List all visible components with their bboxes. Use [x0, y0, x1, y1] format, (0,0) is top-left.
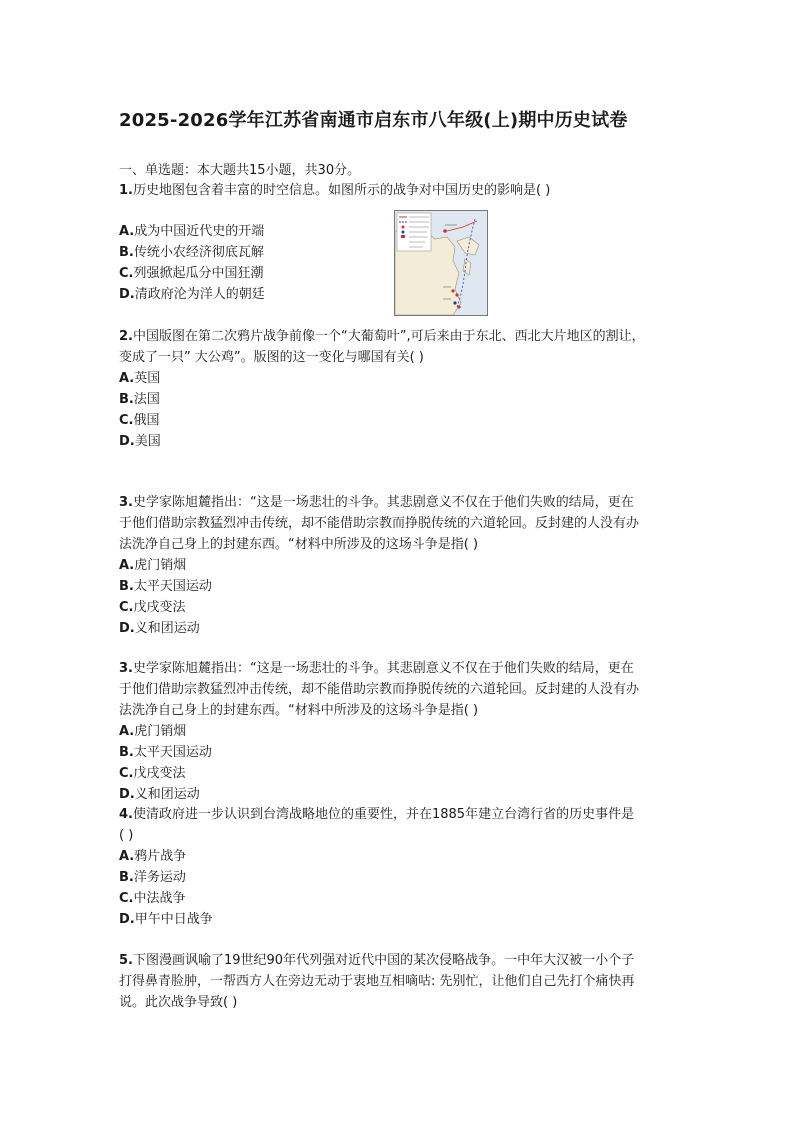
- answer-option[interactable]: [119, 785, 200, 805]
- question-stem-line: [119, 805, 679, 825]
- question-stem-line: [119, 826, 679, 846]
- option-letter: B.: [119, 745, 134, 760]
- answer-option[interactable]: [119, 222, 264, 242]
- option-text: 鸦片战争: [134, 849, 187, 864]
- question-stem-text: 史学家陈旭麓指出：“这是一场悲壮的斗争。其悲剧意义不仅在于他们失败的结局，更在: [132, 661, 634, 676]
- question-stem-text: 中国版图在第二次鸦片战争前像一个“大葡萄叶”,可后来由于东北、西北大片地区的割让，: [132, 329, 645, 344]
- answer-option[interactable]: [119, 577, 212, 597]
- option-text: 甲午中日战争: [134, 912, 213, 927]
- question-stem-text: 法洗净自己身上的封建东西。“材料中所涉及的这场斗争是指( ): [119, 703, 479, 718]
- option-text: 清政府沦为洋人的朝廷: [134, 287, 265, 302]
- option-letter: A.: [119, 849, 135, 864]
- answer-option[interactable]: [119, 432, 161, 452]
- option-text: 戊戌变法: [133, 600, 186, 615]
- question-stem-text: 史学家陈旭麓指出：“这是一场悲壮的斗争。其悲剧意义不仅在于他们失败的结局，更在: [132, 495, 634, 510]
- option-text: 中法战争: [133, 891, 186, 906]
- option-text: 法国: [133, 392, 160, 407]
- option-text: 成为中国近代史的开端: [134, 224, 265, 239]
- option-letter: B.: [119, 245, 134, 260]
- answer-option[interactable]: [119, 243, 264, 263]
- option-text: 虎门销烟: [134, 724, 187, 739]
- question-stem-line: [119, 514, 679, 534]
- question-stem-text: 于他们借助宗教猛烈冲击传统，却不能借助宗教而挣脱传统的六道轮回。反封建的人没有办: [119, 682, 640, 697]
- section-heading: 一、单选题：本大题共15小题，共30分。: [119, 163, 361, 178]
- answer-option[interactable]: [119, 847, 186, 867]
- option-text: 美国: [134, 434, 161, 449]
- question-stem-line: [119, 680, 679, 700]
- question-stem-line: [119, 951, 679, 971]
- answer-option[interactable]: [119, 411, 160, 431]
- question-stem-text: 说。此次战争导致( ): [119, 995, 238, 1010]
- option-letter: C.: [119, 891, 134, 906]
- option-letter: C.: [119, 413, 134, 428]
- option-letter: A.: [119, 371, 135, 386]
- option-letter: D.: [119, 287, 135, 302]
- question-stem-text: 变成了一只” 大公鸡”。版图的这一变化与哪国有关( ): [119, 350, 424, 365]
- question-stem-line: [119, 348, 679, 368]
- question-stem-text: 使清政府进一步认识到台湾战略地位的重要性，并在1885年建立台湾行省的历史事件是: [132, 807, 635, 822]
- answer-option[interactable]: [119, 889, 186, 909]
- answer-option[interactable]: [119, 390, 160, 410]
- option-letter: D.: [119, 621, 135, 636]
- option-text: 列强掀起瓜分中国狂潮: [133, 266, 264, 281]
- question-stem-text: ( ): [119, 828, 134, 843]
- answer-option[interactable]: [119, 764, 186, 784]
- answer-option[interactable]: [119, 910, 213, 930]
- option-letter: B.: [119, 870, 134, 885]
- answer-option[interactable]: [119, 743, 212, 763]
- question-stem-line: [119, 972, 679, 992]
- question-stem-text: 历史地图包含着丰富的时空信息。如图所示的战争对中国历史的影响是( ): [132, 183, 551, 198]
- answer-option[interactable]: [119, 619, 200, 639]
- answer-option[interactable]: [119, 369, 160, 389]
- question-number: 4.: [119, 807, 133, 822]
- answer-option[interactable]: [119, 722, 186, 742]
- option-text: 洋务运动: [133, 870, 186, 885]
- question-stem-line: [119, 659, 679, 679]
- option-letter: B.: [119, 392, 134, 407]
- option-text: 虎门销烟: [134, 558, 187, 573]
- option-text: 英国: [134, 371, 161, 386]
- option-letter: B.: [119, 579, 134, 594]
- answer-option[interactable]: [119, 264, 264, 284]
- question-stem-line: [119, 535, 679, 555]
- option-letter: C.: [119, 766, 134, 781]
- question-number: 3.: [119, 495, 133, 510]
- option-letter: A.: [119, 558, 135, 573]
- option-letter: D.: [119, 434, 135, 449]
- option-text: 义和团运动: [134, 787, 200, 802]
- option-letter: D.: [119, 787, 135, 802]
- question-number: 1.: [119, 183, 133, 198]
- question-stem-text: 打得鼻青脸肿，一帮西方人在旁边无动于衷地互相嘀咕: 先别忙，让他们自己先打个痛快再: [119, 974, 635, 989]
- question-number: 2.: [119, 329, 133, 344]
- option-text: 传统小农经济彻底瓦解: [133, 245, 264, 260]
- answer-option[interactable]: [119, 868, 186, 888]
- option-letter: A.: [119, 724, 135, 739]
- question-stem-line: [119, 701, 679, 721]
- question-stem-line: [119, 327, 679, 347]
- exam-title: 2025-2026学年江苏省南通市启东市八年级(上)期中历史试卷: [119, 110, 628, 131]
- question-stem-line: [119, 493, 679, 513]
- option-letter: C.: [119, 600, 134, 615]
- option-text: 戊戌变法: [133, 766, 186, 781]
- option-text: 俄国: [133, 413, 160, 428]
- option-letter: D.: [119, 912, 135, 927]
- option-text: 太平天国运动: [133, 745, 212, 760]
- option-text: 太平天国运动: [133, 579, 212, 594]
- question-stem-text: 下图漫画讽喻了19世纪90年代列强对近代中国的某次侵略战争。一中年大汉被一小个子: [132, 953, 635, 968]
- war-map-image: [394, 210, 488, 316]
- question-number: 5.: [119, 953, 133, 968]
- question-number: 3.: [119, 661, 133, 676]
- question-stem-line: [119, 993, 679, 1013]
- answer-option[interactable]: [119, 598, 186, 618]
- question-stem-line: [119, 181, 679, 201]
- option-letter: A.: [119, 224, 135, 239]
- answer-option[interactable]: [119, 556, 186, 576]
- question-stem-text: 于他们借助宗教猛烈冲击传统，却不能借助宗教而挣脱传统的六道轮回。反封建的人没有办: [119, 516, 640, 531]
- map-illustration: [395, 211, 487, 315]
- option-text: 义和团运动: [134, 621, 200, 636]
- question-stem-text: 法洗净自己身上的封建东西。“材料中所涉及的这场斗争是指( ): [119, 537, 479, 552]
- option-letter: C.: [119, 266, 134, 281]
- answer-option[interactable]: [119, 285, 265, 305]
